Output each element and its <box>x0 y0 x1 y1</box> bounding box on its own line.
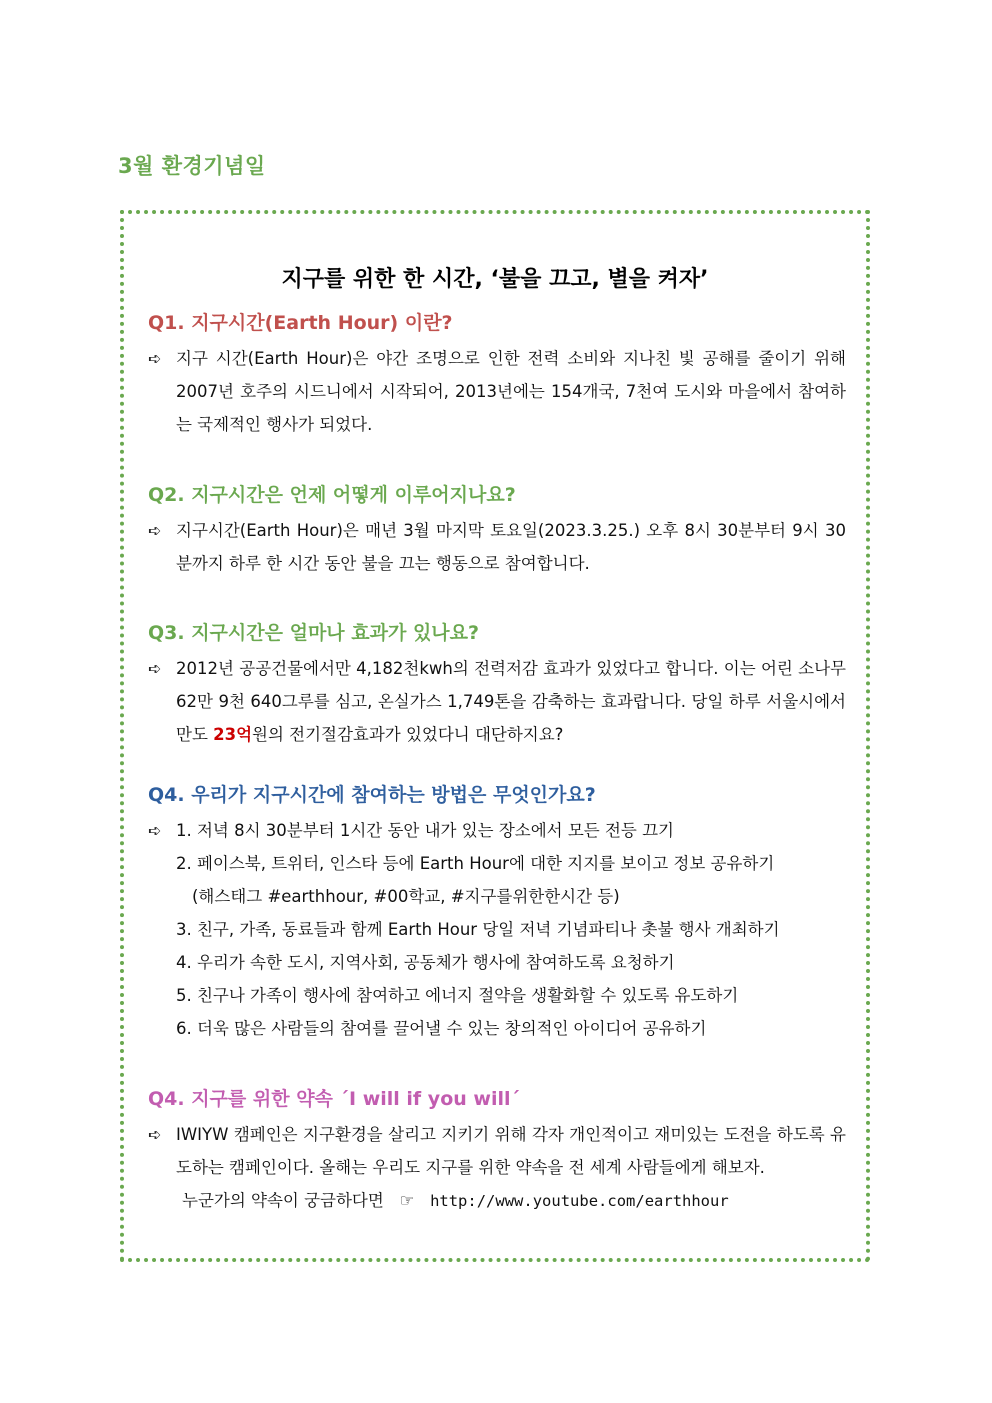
q4-list <box>148 814 846 1045</box>
q1-text: 지구 시간(Earth Hour)은 야간 조명으로 인한 전력 소비와 지나친 빛 공해를 줄이기 위해 2007년 호주의 시드니에서 시작되어, 2013년에는 154개국, 7천여 도시와 마을에서 참여하는 국제적인 행사가 되었다. <box>176 349 846 434</box>
q3-text-after: 원의 전기절감효과가 있었다니 대단하지요? <box>252 725 564 744</box>
right-arrow-icon: ➪ <box>148 521 162 540</box>
page-heading: 3월 환경기념일 <box>118 154 266 178</box>
right-arrow-icon: ➪ <box>148 1125 162 1144</box>
link-line <box>148 1184 846 1218</box>
main-title: 지구를 위한 한 시간, ‘불을 끄고, 별을 켜자’ <box>281 267 709 292</box>
q2-text: 지구시간(Earth Hour)은 매년 3월 마지막 토요일(2023.3.25.) 오후 8시 30분부터 9시 30분까지 하루 한 시간 동안 불을 끄는 행동으로 참여합니다. <box>176 521 846 573</box>
q2-paragraph <box>148 514 846 580</box>
q5-heading: Q4. 지구를 위한 약속 ˊI will if you willˊ <box>148 1088 520 1110</box>
q3-text-before: 2012년 공공건물에서만 4,182천kwh의 전력저감 효과가 있었다고 합니다. 이는 어린 소나무 62만 9천 640그루를 심고, 온실가스 1,749톤을 감축하는 효과랍니다. 당일 하루 서울시에서만도 <box>176 659 846 744</box>
right-arrow-icon: ➪ <box>148 659 162 678</box>
q3-paragraph <box>148 652 846 751</box>
q3-heading: Q3. 지구시간은 얼마나 효과가 있나요? <box>148 622 480 644</box>
list-item: 3. 친구, 가족, 동료들과 함께 Earth Hour 당일 저녁 기념파티나 촛불 행사 개최하기 <box>176 920 780 939</box>
q2-heading: Q2. 지구시간은 언제 어떻게 이루어지나요? <box>148 484 516 506</box>
link-prefix: 누군가의 약속이 궁금하다면 <box>182 1191 384 1210</box>
content-box <box>120 210 870 1262</box>
right-arrow-icon: ➪ <box>148 821 162 840</box>
right-arrow-icon: ➪ <box>148 349 162 368</box>
youtube-link[interactable]: http://www.youtube.com/earthhour <box>430 1192 729 1210</box>
q5-text: IWIYW 캠페인은 지구환경을 살리고 지키기 위해 각자 개인적이고 재미있는 도전을 하도록 유도하는 캠페인이다. 올해는 우리도 지구를 위한 약속을 전 세계 사람들에게 해보자. <box>176 1125 846 1177</box>
q5-paragraph <box>148 1118 846 1218</box>
q3-text <box>148 652 846 751</box>
list-item: 5. 친구나 가족이 행사에 참여하고 에너지 절약을 생활화할 수 있도록 유도하기 <box>176 986 739 1005</box>
q3-highlight-amount: 23억 <box>213 725 253 744</box>
list-item: 4. 우리가 속한 도시, 지역사회, 공동체가 행사에 참여하도록 요청하기 <box>176 953 675 972</box>
list-item: 2. 페이스북, 트위터, 인스타 등에 Earth Hour에 대한 지지를 보이고 정보 공유하기 <box>176 854 775 873</box>
list-item: 6. 더욱 많은 사람들의 참여를 끌어낼 수 있는 창의적인 아이디어 공유하기 <box>176 1019 707 1038</box>
q1-heading: Q1. 지구시간(Earth Hour) 이란? <box>148 312 453 334</box>
q1-paragraph <box>148 342 846 441</box>
list-item: 1. 저녁 8시 30분부터 1시간 동안 내가 있는 장소에서 모든 전등 끄기 <box>176 821 674 840</box>
list-item: (해스태그 #earthhour, #00학교, #지구를위한한시간 등) <box>192 887 620 906</box>
q4-heading: Q4. 우리가 지구시간에 참여하는 방법은 무엇인가요? <box>148 784 596 806</box>
pointing-hand-icon: ☞ <box>399 1191 415 1210</box>
